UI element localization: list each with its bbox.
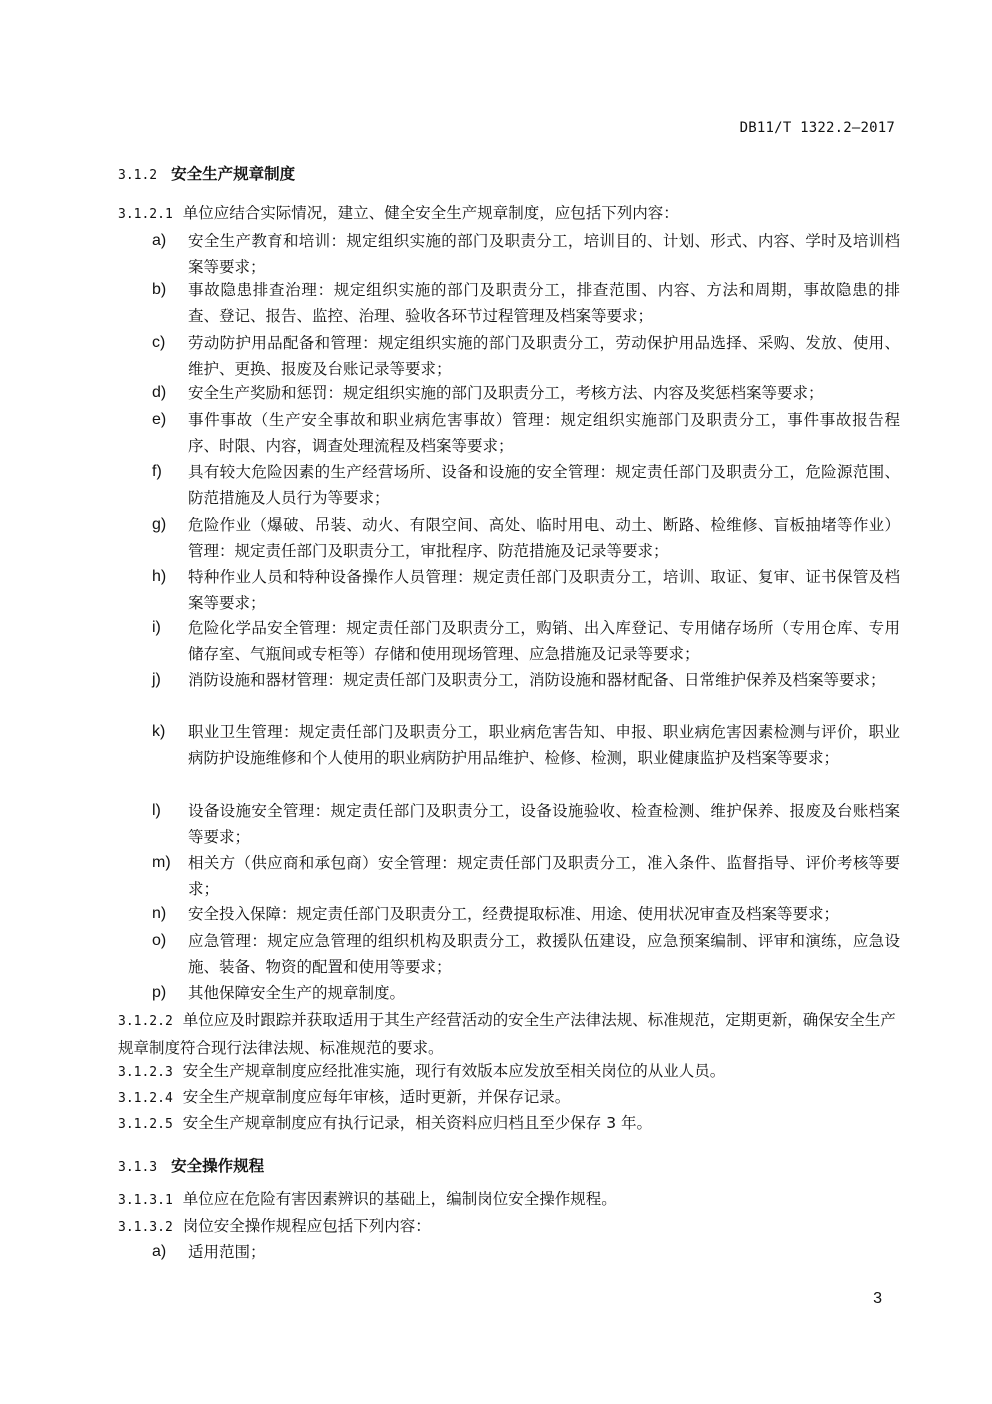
item-label: m) [152,854,171,871]
list-item [152,512,900,564]
clause-3-1-2-5 [118,1110,900,1138]
item-text: 适用范围； [188,1243,266,1261]
clause-3-1-2-1 [118,200,900,228]
list-item [152,1239,900,1265]
list-item [152,850,900,902]
clause-number: 3.1.3.1 [118,1193,173,1208]
clause-3-1-2-4 [118,1084,900,1112]
clause-number: 3.1.2.1 [118,207,173,222]
clause-3-1-3-2 [118,1213,900,1241]
clause-number: 3.1.2.2 [118,1014,173,1029]
item-label: p) [152,984,167,1001]
item-label: i) [152,619,161,636]
item-label: a) [152,232,167,249]
item-text: 安全生产奖励和惩罚：规定组织实施的部门及职责分工，考核方法、内容及奖惩档案等要求； [188,384,824,402]
clause-text: 安全生产规章制度应经批准实施，现行有效版本应发放至相关岗位的从业人员。 [182,1062,726,1080]
list-item [152,330,900,382]
item-text: 特种作业人员和特种设备操作人员管理：规定责任部门及职责分工，培训、取证、复审、证书保管及档案等要求； [188,568,900,612]
item-text: 事件事故（生产安全事故和职业病危害事故）管理：规定组织实施部门及职责分工，事件事故报告程序、时限、内容，调查处理流程及档案等要求； [188,411,900,455]
list-item [152,459,900,511]
list-item [152,667,900,693]
item-text: 设备设施安全管理：规定责任部门及职责分工，设备设施验收、检查检测、维护保养、报废及台账档案等要求； [188,802,900,846]
item-label: j) [152,671,161,688]
clause-3-1-3-1 [118,1186,900,1214]
section-title: 安全操作规程 [171,1157,265,1175]
list-item [152,798,900,850]
list-item [152,564,900,616]
item-label: d) [152,384,167,401]
item-label: b) [152,281,167,298]
item-label: a) [152,1243,167,1260]
clause-3-1-2-3 [118,1058,900,1086]
item-label: h) [152,568,167,585]
list-item [152,980,900,1006]
item-text: 应急管理：规定应急管理的组织机构及职责分工，救援队伍建设，应急预案编制、评审和演练，应急设施、装备、物资的配置和使用等要求； [188,932,900,976]
clause-text: 单位应结合实际情况，建立、健全安全生产规章制度，应包括下列内容： [182,204,679,222]
item-text: 安全投入保障：规定责任部门及职责分工，经费提取标准、用途、使用状况审查及档案等要求； [188,905,840,923]
clause-text: 岗位安全操作规程应包括下列内容： [182,1217,431,1235]
item-text: 事故隐患排查治理：规定组织实施的部门及职责分工，排查范围、内容、方法和周期，事故隐患的排查、登记、报告、监控、治理、验收各环节过程管理及档案等要求； [188,281,900,325]
section-heading-3-1-2 [118,162,295,184]
clause-text: 单位应在危险有害因素辨识的基础上，编制岗位安全操作规程。 [182,1190,617,1208]
item-text: 消防设施和器材管理：规定责任部门及职责分工，消防设施和器材配备、日常维护保养及档案等要求； [188,671,886,689]
document-code: DB11/T 1322.2—2017 [739,120,895,136]
clause-text: 单位应及时跟踪并获取适用于其生产经营活动的安全生产法律法规、标准规范，定期更新，确保安全生产规章制度符合现行法律法规、标准规范的要求。 [118,1011,896,1057]
item-text: 劳动防护用品配备和管理：规定组织实施的部门及职责分工，劳动保护用品选择、采购、发放、使用、维护、更换、报废及台账记录等要求； [188,334,900,378]
clause-number: 3.1.3.2 [118,1220,173,1235]
list-item [152,407,900,459]
list-item [152,380,900,406]
section-number: 3.1.3 [118,1160,158,1175]
clause-number: 3.1.2.5 [118,1117,173,1132]
section-number: 3.1.2 [118,168,158,183]
item-text: 安全生产教育和培训：规定组织实施的部门及职责分工，培训目的、计划、形式、内容、学时及培训档案等要求； [188,232,900,276]
item-text: 其他保障安全生产的规章制度。 [188,984,406,1002]
item-label: f) [152,463,162,480]
item-label: g) [152,516,167,533]
list-item [152,277,900,329]
item-text: 职业卫生管理：规定责任部门及职责分工，职业病危害告知、申报、职业病危害因素检测与评价，职业病防护设施维修和个人使用的职业病防护用品维护、检修、检测，职业健康监护及档案等要求； [188,723,900,767]
clause-number: 3.1.2.3 [118,1065,173,1080]
page-number: 3 [873,1290,882,1307]
item-label: c) [152,334,166,351]
list-item [152,615,900,667]
section-title: 安全生产规章制度 [171,165,296,183]
item-text: 危险作业（爆破、吊装、动火、有限空间、高处、临时用电、动土、断路、检维修、盲板抽堵等作业）管理：规定责任部门及职责分工，审批程序、防范措施及记录等要求； [188,516,900,560]
list-item [152,228,900,280]
list-item [152,719,900,771]
clause-3-1-2-2 [118,1007,900,1061]
list-item [152,901,900,927]
item-text: 具有较大危险因素的生产经营场所、设备和设施的安全管理：规定责任部门及职责分工，危险源范围、防范措施及人员行为等要求； [188,463,900,507]
list-item [152,928,900,980]
item-label: n) [152,905,167,922]
item-label: e) [152,411,167,428]
clause-number: 3.1.2.4 [118,1091,173,1106]
item-label: k) [152,723,166,740]
item-text: 相关方（供应商和承包商）安全管理：规定责任部门及职责分工，准入条件、监督指导、评价考核等要求； [188,854,900,898]
item-label: o) [152,932,167,949]
clause-text: 安全生产规章制度应有执行记录，相关资料应归档且至少保存 3 年。 [182,1114,653,1132]
clause-text: 安全生产规章制度应每年审核，适时更新，并保存记录。 [182,1088,571,1106]
item-label: l) [152,802,161,819]
section-heading-3-1-3 [118,1154,264,1176]
item-text: 危险化学品安全管理：规定责任部门及职责分工，购销、出入库登记、专用储存场所（专用仓库、专用储存室、气瓶间或专柜等）存储和使用现场管理、应急措施及记录等要求； [188,619,900,663]
